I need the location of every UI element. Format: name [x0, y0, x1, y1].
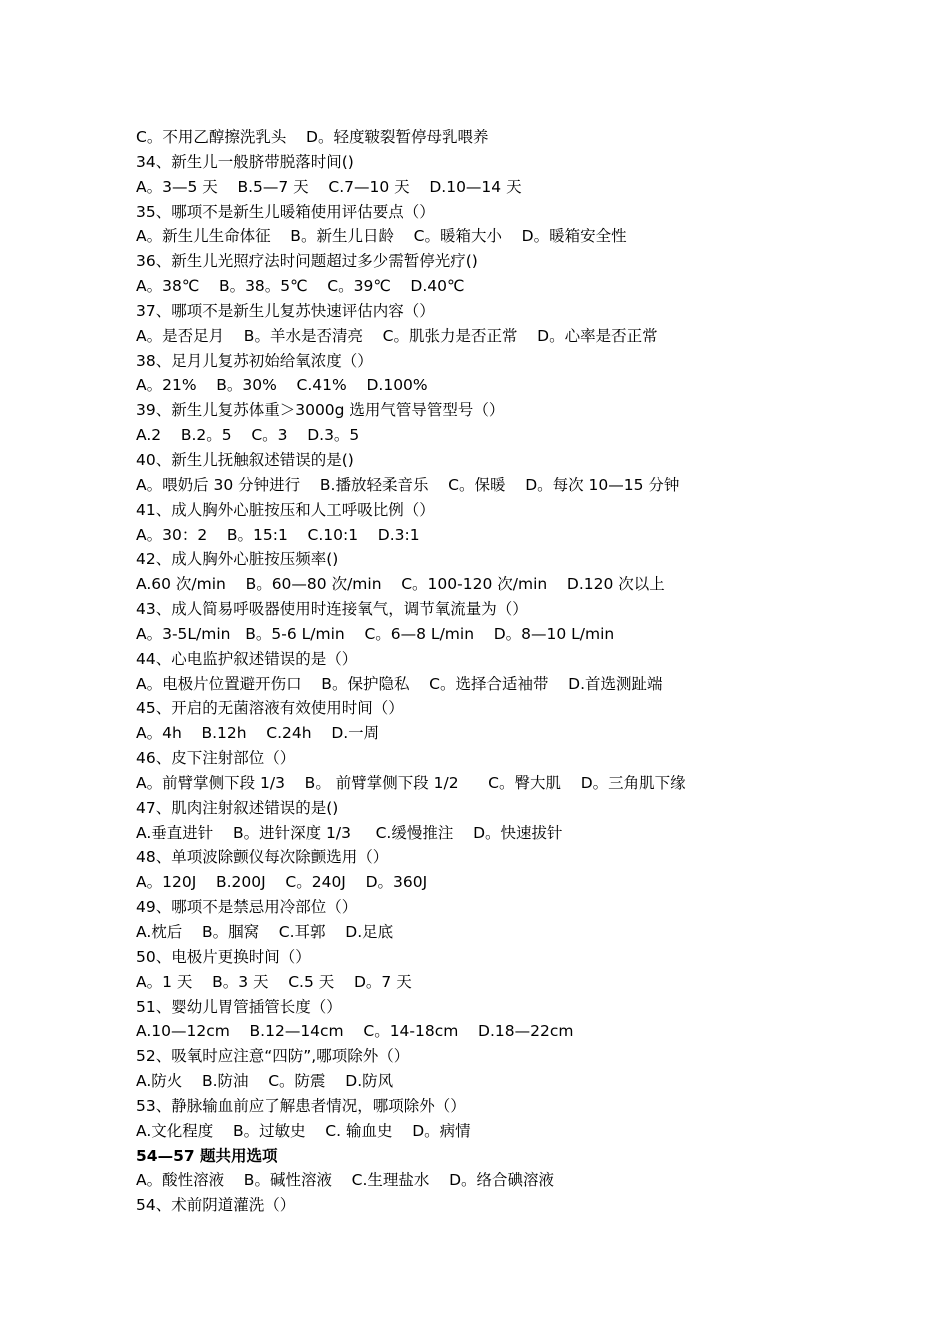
text-line: 52、吸氧时应注意“四防”,哪项除外（）: [136, 1047, 410, 1066]
text-line: 35、哪项不是新生儿暖箱使用评估要点（）: [136, 202, 435, 221]
text-line: A.枕后 B。腘窝 C.耳郭 D.足底: [136, 923, 394, 941]
text-line: 50、电极片更换时间（）: [136, 947, 311, 966]
text-line: A.2 B.2。5 C。3 D.3。5: [136, 426, 360, 445]
text-line: 38、足月儿复苏初始给氧浓度（）: [136, 351, 373, 370]
text-line: 53、静脉输血前应了解患者情况，哪项除外（）: [136, 1096, 466, 1115]
text-line: 48、单项波除颤仪每次除颤选用（）: [136, 848, 389, 867]
text-line: A.60 次/min B。60—80 次/min C。100-120 次/min D.120 次以上: [136, 575, 665, 594]
text-line: C。不用乙醇擦洗乳头 D。轻度皲裂暂停母乳喂养: [136, 128, 489, 146]
section-heading: 54—57 题共用选项: [136, 1146, 278, 1165]
text-line: A。3—5 天 B.5—7 天 C.7—10 天 D.10—14 天: [136, 177, 522, 196]
text-line: A。120J B.200J C。240J D。360J: [136, 873, 428, 892]
text-line: 47、肌肉注射叙述错误的是(): [136, 798, 339, 817]
text-line: 46、皮下注射部位（）: [136, 749, 296, 768]
text-line: A。酸性溶液 B。碱性溶液 C.生理盐水 D。络合碘溶液: [136, 1171, 555, 1190]
text-line: A。1 天 B。3 天 C.5 天 D。7 天: [136, 972, 412, 991]
text-line: A.垂直进针 B。进针深度 1/3 C.缓慢推注 D。快速拔针: [136, 823, 563, 842]
text-line: A.10—12cm B.12—14cm C。14-18cm D.18—22cm: [136, 1022, 574, 1041]
text-line: 41、成人胸外心脏按压和人工呼吸比例（）: [136, 500, 435, 519]
text-line: 44、心电监护叙述错误的是（）: [136, 649, 358, 668]
text-line: A。38℃ B。38。5℃ C。39℃ D.40℃: [136, 277, 465, 296]
text-line: 34、新生儿一般脐带脱落时间(): [136, 152, 354, 171]
text-line: 45、开启的无菌溶液有效使用时间（）: [136, 699, 404, 718]
text-line: 39、新生儿复苏体重＞3000g 选用气管导管型号（）: [136, 401, 505, 420]
text-line: A.文化程度 B。过敏史 C. 输血史 D。病情: [136, 1121, 471, 1140]
text-line: A。电极片位置避开伤口 B。保护隐私 C。选择合适袖带 D.首选测趾端: [136, 674, 663, 693]
text-line: 40、新生儿抚触叙述错误的是(): [136, 450, 354, 469]
text-line: A。21% B。30% C.41% D.100%: [136, 376, 428, 395]
text-line: 49、哪项不是禁忌用冷部位（）: [136, 898, 358, 917]
text-line: A。4h B.12h C.24h D.一周: [136, 724, 380, 743]
text-line: A。喂奶后 30 分钟进行 B.播放轻柔音乐 C。保暖 D。每次 10—15 分钟: [136, 475, 680, 494]
text-line: 43、成人简易呼吸器使用时连接氧气，调节氧流量为（）: [136, 600, 528, 619]
text-line: 54、术前阴道灌洗（）: [136, 1196, 296, 1215]
text-line: A。前臂掌侧下段 1/3 B。 前臂掌侧下段 1/2 C。臀大肌 D。三角肌下缘: [136, 773, 686, 792]
text-line: 37、哪项不是新生儿复苏快速评估内容（）: [136, 301, 435, 320]
text-line: 36、新生儿光照疗法时问题超过多少需暂停光疗(): [136, 252, 478, 271]
text-line: A。是否足月 B。羊水是否清亮 C。肌张力是否正常 D。心率是否正常: [136, 326, 658, 345]
text-line: A.防火 B.防油 C。防震 D.防风: [136, 1072, 394, 1091]
document-page: [136, 125, 896, 1218]
text-line: A。3-5L/min B。5-6 L/min C。6—8 L/min D。8—10 L/min: [136, 624, 615, 643]
text-line: 51、婴幼儿胃管插管长度（）: [136, 997, 342, 1016]
text-line: A。新生儿生命体征 B。新生儿日龄 C。暖箱大小 D。暖箱安全性: [136, 227, 627, 246]
text-line: 42、成人胸外心脏按压频率(): [136, 550, 339, 569]
text-line: A。30：2 B。15:1 C.10:1 D.3:1: [136, 525, 420, 544]
